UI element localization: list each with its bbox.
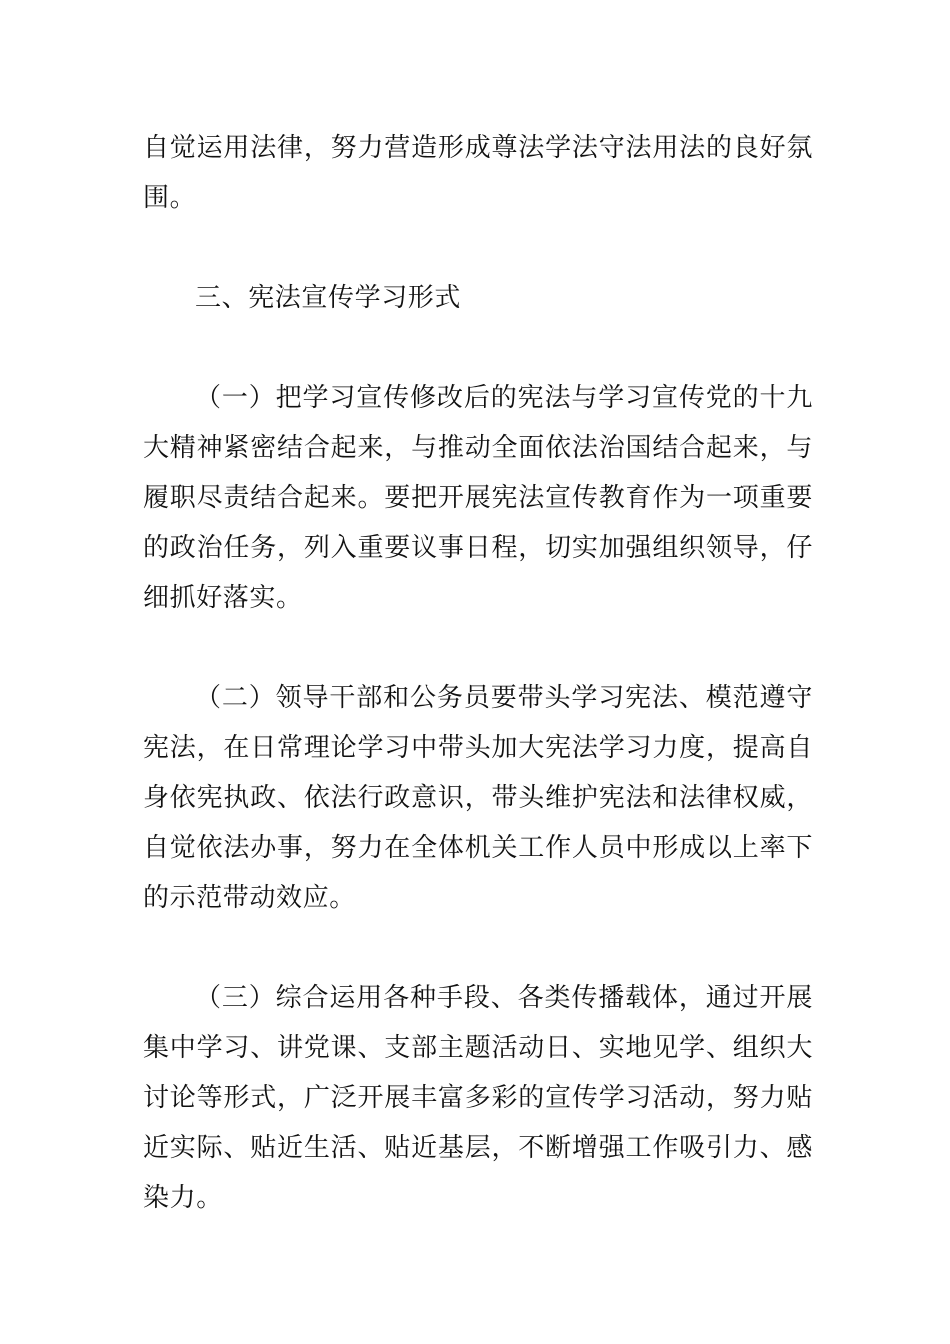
paragraph-line: （三）综合运用各种手段、各类传播载体，通过开展 [195, 983, 813, 1013]
paragraph-line: （一）把学习宣传修改后的宪法与学习宣传党的十九 [195, 383, 813, 413]
paragraph-line: 宪法，在日常理论学习中带头加大宪法学习力度，提高自 [143, 733, 813, 763]
paragraph-line: 身依宪执政、依法行政意识，带头维护宪法和法律权威， [143, 783, 813, 813]
section-heading: 三、宪法宣传学习形式 [195, 283, 462, 313]
paragraph-line: 的示范带动效应。 [143, 883, 356, 913]
paragraph-line: 履职尽责结合起来。要把开展宪法宣传教育作为一项重要 [143, 483, 813, 513]
paragraph-line: 讨论等形式，广泛开展丰富多彩的宣传学习活动，努力贴 [143, 1083, 813, 1113]
paragraph-line: （二）领导干部和公务员要带头学习宪法、模范遵守 [195, 683, 813, 713]
paragraph-line: 自觉依法办事，努力在全体机关工作人员中形成以上率下 [143, 833, 813, 863]
paragraph-line: 近实际、贴近生活、贴近基层，不断增强工作吸引力、感 [143, 1133, 813, 1163]
paragraph-line: 染力。 [143, 1183, 223, 1213]
paragraph-line: 集中学习、讲党课、支部主题活动日、实地见学、组织大 [143, 1033, 813, 1063]
paragraph-line: 围。 [143, 183, 197, 213]
paragraph-line: 的政治任务，列入重要议事日程，切实加强组织领导，仔 [143, 533, 813, 563]
paragraph-line: 细抓好落实。 [143, 583, 303, 613]
paragraph-line: 大精神紧密结合起来，与推动全面依法治国结合起来，与 [143, 433, 813, 463]
paragraph-line: 自觉运用法律，努力营造形成尊法学法守法用法的良好氛 [143, 133, 813, 163]
